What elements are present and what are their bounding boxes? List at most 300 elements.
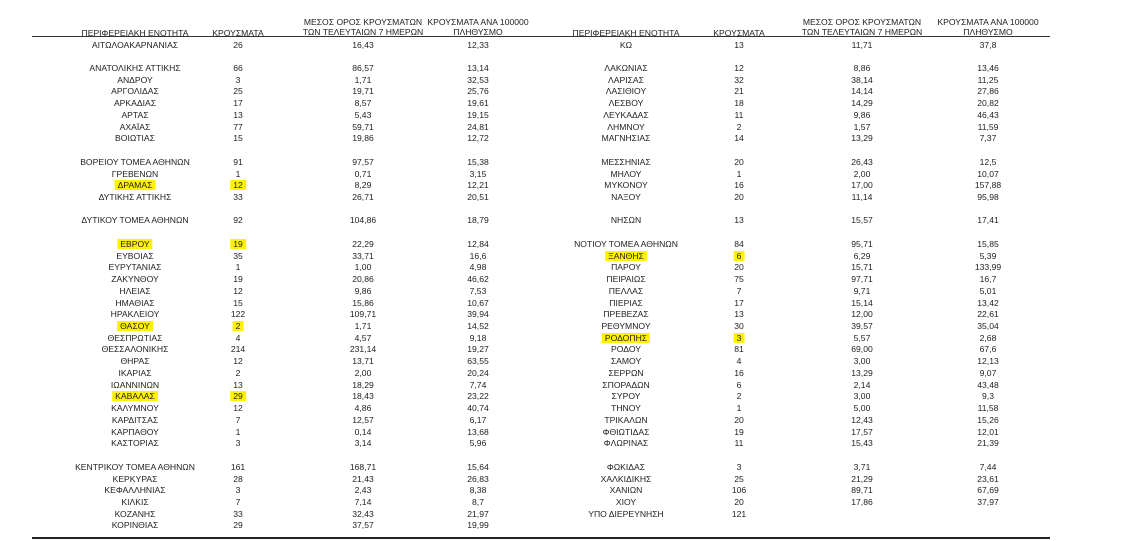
header-per100k-right: [928, 17, 1048, 37]
cell-right-cases: 2: [736, 391, 742, 402]
cell-left-per: 12,21: [467, 180, 489, 191]
cell-left-cases: 3: [235, 74, 241, 85]
header-avg7-right: [797, 17, 927, 37]
cell-left-cases: 19: [233, 274, 243, 285]
cell-right-avg: 14,14: [851, 86, 873, 97]
cell-right-avg: 3,00: [853, 356, 871, 367]
cell-left-cases: 214: [230, 344, 246, 355]
cell-right-per: 43,48: [977, 379, 999, 390]
cell-left-avg: 19,71: [352, 86, 374, 97]
cell-right-cases: 13: [734, 309, 744, 320]
cell-right-name: ΣΠΟΡΑΔΩΝ: [602, 379, 650, 390]
cell-right-per: 12,5: [979, 156, 997, 167]
cell-right-name: ΛΗΜΝΟΥ: [607, 121, 645, 132]
cell-right-cases: 7: [736, 285, 742, 296]
cell-right-avg: 2,14: [853, 379, 871, 390]
cell-left-per: 63,55: [467, 356, 489, 367]
cell-left-cases: 12: [230, 180, 246, 190]
cell-left-name: ΙΚΑΡΙΑΣ: [118, 367, 152, 378]
cell-right-per: 12,01: [977, 426, 999, 437]
cell-right-per: 15,85: [977, 238, 999, 249]
cell-left-name: ΚΑΡΔΙΤΣΑΣ: [111, 414, 159, 425]
cell-right-avg: 17,00: [851, 180, 873, 191]
cell-left-name: ΘΑΣΟΥ: [117, 321, 153, 331]
cell-right-name: ΝΟΤΙΟΥ ΤΟΜΕΑ ΑΘΗΝΩΝ: [574, 238, 678, 249]
cell-right-name: ΚΩ: [619, 39, 633, 50]
cell-left-name: ΕΥΒΟΙΑΣ: [116, 250, 154, 261]
cell-right-per: 21,39: [977, 438, 999, 449]
cell-left-cases: 13: [233, 379, 243, 390]
cell-left-per: 23,22: [467, 391, 489, 402]
cell-left-cases: 15: [233, 133, 243, 144]
header-per100k-line1: ΚΡΟΥΣΜΑΤΑ ΑΝΑ 100000: [937, 17, 1039, 27]
cell-right-cases: 1: [736, 168, 742, 179]
cell-left-avg: 97,57: [352, 156, 374, 167]
cell-right-avg: 13,29: [851, 367, 873, 378]
cell-left-avg: 2,00: [354, 367, 372, 378]
cell-right-per: 7,44: [979, 461, 997, 472]
cell-left-cases: 29: [233, 520, 243, 531]
cell-right-avg: 13,29: [851, 133, 873, 144]
cell-left-avg: 1,71: [354, 321, 372, 332]
cell-right-name: ΥΠΟ ΔΙΕΡΕΥΝΗΣΗ: [588, 508, 664, 519]
header-per100k-line1: ΚΡΟΥΣΜΑΤΑ ΑΝΑ 100000: [427, 17, 529, 27]
header-per100k-left: [418, 17, 538, 37]
cell-right-per: 67,6: [979, 344, 997, 355]
cell-right-cases: 20: [734, 156, 744, 167]
cell-left-per: 7,74: [469, 379, 487, 390]
cell-right-cases: 2: [736, 121, 742, 132]
cell-left-name: ΘΗΡΑΣ: [120, 356, 150, 367]
cell-left-avg: 59,71: [352, 121, 374, 132]
cell-right-per: 46,43: [977, 109, 999, 120]
cell-left-per: 8,7: [472, 496, 484, 507]
cell-right-name: ΡΕΘΥΜΝΟΥ: [601, 321, 651, 332]
header-avg7-line1: ΜΕΣΟΣ ΟΡΟΣ ΚΡΟΥΣΜΑΤΩΝ: [303, 17, 423, 27]
cell-left-name: ΑΡΓΟΛΙΔΑΣ: [111, 86, 159, 97]
cell-left-avg: 1,00: [354, 262, 372, 273]
cell-right-cases: 13: [734, 215, 744, 226]
cell-right-cases: 30: [734, 321, 744, 332]
cell-right-per: 133,99: [974, 262, 1002, 273]
cell-right-cases: 20: [734, 191, 744, 202]
cell-left-cases: 92: [233, 215, 243, 226]
cell-right-avg: 12,43: [851, 414, 873, 425]
cell-left-name: ΕΒΡΟΥ: [117, 239, 152, 249]
cell-left-cases: 66: [233, 62, 243, 73]
cell-right-avg: 15,57: [851, 215, 873, 226]
cell-left-cases: 33: [233, 191, 243, 202]
cell-left-avg: 104,86: [349, 215, 377, 226]
cell-left-avg: 109,71: [349, 309, 377, 320]
cell-right-per: 7,37: [979, 133, 997, 144]
cell-left-avg: 3,14: [354, 438, 372, 449]
bottom-rule: [32, 537, 1050, 539]
cell-right-avg: 15,71: [851, 262, 873, 273]
cell-right-per: 15,26: [977, 414, 999, 425]
cell-right-name: ΛΑΣΙΘΙΟΥ: [605, 86, 647, 97]
cell-left-name: ΑΧΑΪΑΣ: [119, 121, 151, 132]
cell-left-name: ΗΜΑΘΙΑΣ: [115, 297, 155, 308]
cell-left-avg: 5,43: [354, 109, 372, 120]
cell-right-avg: 1,57: [853, 121, 871, 132]
cell-right-name: ΣΑΜΟΥ: [610, 356, 642, 367]
cell-left-per: 40,74: [467, 403, 489, 414]
cell-right-cases: 20: [734, 496, 744, 507]
cell-left-per: 32,53: [467, 74, 489, 85]
cell-right-name: ΤΗΝΟΥ: [611, 403, 641, 414]
cell-right-name: ΣΕΡΡΩΝ: [608, 367, 644, 378]
cell-right-name: ΞΑΝΘΗΣ: [605, 251, 647, 261]
cell-right-per: 11,58: [977, 403, 999, 414]
cell-left-name: ΚΙΛΚΙΣ: [121, 496, 149, 507]
cell-left-name: ΑΡΚΑΔΙΑΣ: [113, 98, 157, 109]
cell-left-per: 6,17: [469, 414, 487, 425]
cell-right-cases: 14: [734, 133, 744, 144]
header-cases-right: ΚΡΟΥΣΜΑΤΑ: [713, 28, 765, 38]
cell-right-cases: 3: [736, 461, 742, 472]
cell-left-avg: 37,57: [352, 520, 374, 531]
cell-right-cases: 17: [734, 297, 744, 308]
cell-left-cases: 7: [235, 414, 241, 425]
cell-right-name: ΛΕΣΒΟΥ: [608, 98, 644, 109]
cell-right-cases: 81: [734, 344, 744, 355]
cell-left-name: ΚΑΒΑΛΑΣ: [112, 391, 158, 401]
cell-left-avg: 12,57: [352, 414, 374, 425]
cell-right-name: ΠΑΡΟΥ: [611, 262, 641, 273]
cell-left-cases: 25: [233, 86, 243, 97]
cell-left-name: ΚΑΣΤΟΡΙΑΣ: [111, 438, 159, 449]
header-avg7-left: [298, 17, 428, 37]
cell-right-name: ΧΑΝΙΩΝ: [609, 485, 643, 496]
cell-right-cases: 84: [734, 238, 744, 249]
cell-right-name: ΜΕΣΣΗΝΙΑΣ: [601, 156, 651, 167]
cell-right-avg: 11,71: [851, 39, 873, 50]
cell-left-avg: 19,86: [352, 133, 374, 144]
cell-left-cases: 12: [233, 403, 243, 414]
cell-right-name: ΜΗΛΟΥ: [610, 168, 642, 179]
cell-right-name: ΠΡΕΒΕΖΑΣ: [603, 309, 649, 320]
cell-left-cases: 19: [230, 239, 246, 249]
cell-right-per: 2,68: [979, 332, 997, 343]
cell-right-per: 27,86: [977, 86, 999, 97]
cell-right-avg: 9,71: [853, 285, 871, 296]
cell-right-per: 11,25: [977, 74, 999, 85]
cell-left-name: ΓΡΕΒΕΝΩΝ: [111, 168, 159, 179]
cell-left-avg: 1,71: [354, 74, 372, 85]
cell-left-avg: 4,57: [354, 332, 372, 343]
cell-left-avg: 2,43: [354, 485, 372, 496]
cell-right-per: 37,97: [977, 496, 999, 507]
cell-left-avg: 26,71: [352, 191, 374, 202]
header-avg7-line2: ΤΩΝ ΤΕΛΕΥΤΑΙΩΝ 7 ΗΜΕΡΩΝ: [801, 27, 923, 37]
cell-left-per: 19,27: [467, 344, 489, 355]
cell-right-cases: 106: [731, 485, 747, 496]
cell-left-name: ΚΕΦΑΛΛΗΝΙΑΣ: [104, 485, 166, 496]
cell-right-per: 9,3: [982, 391, 994, 402]
cell-left-cases: 15: [233, 297, 243, 308]
cell-left-per: 7,53: [469, 285, 487, 296]
cell-right-cases: 12: [734, 62, 744, 73]
cell-left-avg: 8,29: [354, 180, 372, 191]
cell-right-cases: 19: [734, 426, 744, 437]
cell-right-per: 9,07: [979, 367, 997, 378]
cell-right-name: ΣΥΡΟΥ: [611, 391, 641, 402]
cell-right-per: 13,42: [977, 297, 999, 308]
cell-right-avg: 9,86: [853, 109, 871, 120]
cell-left-avg: 21,43: [352, 473, 374, 484]
cell-right-cases: 121: [731, 508, 747, 519]
cell-left-avg: 231,14: [349, 344, 377, 355]
cell-left-avg: 7,14: [354, 496, 372, 507]
cell-left-per: 3,15: [469, 168, 487, 179]
cell-left-name: ΘΕΣΠΡΩΤΙΑΣ: [107, 332, 163, 343]
header-avg7-line2: ΤΩΝ ΤΕΛΕΥΤΑΙΩΝ 7 ΗΜΕΡΩΝ: [302, 27, 424, 37]
cell-left-cases: 12: [233, 356, 243, 367]
cell-right-per: 16,7: [979, 274, 997, 285]
cell-right-per: 5,01: [979, 285, 997, 296]
cell-right-avg: 5,57: [853, 332, 871, 343]
header-region-right: ΠΕΡΙΦΕΡΕΙΑΚΗ ΕΝΟΤΗΤΑ: [572, 28, 680, 38]
cell-right-per: 20,82: [977, 98, 999, 109]
cell-left-cases: 3: [235, 485, 241, 496]
cell-right-cases: 16: [734, 180, 744, 191]
cell-left-cases: 2: [233, 321, 244, 331]
cell-right-cases: 16: [734, 367, 744, 378]
cell-left-per: 14,52: [467, 321, 489, 332]
cell-right-avg: 17,86: [851, 496, 873, 507]
cell-right-name: ΜΑΓΝΗΣΙΑΣ: [601, 133, 651, 144]
cell-right-avg: 5,00: [853, 403, 871, 414]
cell-left-cases: 17: [233, 98, 243, 109]
cell-left-name: ΚΟΖΑΝΗΣ: [114, 508, 156, 519]
cell-right-per: 35,04: [977, 321, 999, 332]
cell-left-per: 16,6: [469, 250, 487, 261]
cell-left-avg: 18,43: [352, 391, 374, 402]
cell-left-per: 39,94: [467, 309, 489, 320]
cell-left-avg: 18,29: [352, 379, 374, 390]
cell-left-cases: 26: [233, 39, 243, 50]
cell-left-cases: 4: [235, 332, 241, 343]
cell-right-name: ΛΕΥΚΑΔΑΣ: [603, 109, 649, 120]
cell-left-cases: 2: [235, 367, 241, 378]
cell-right-name: ΝΗΣΩΝ: [610, 215, 642, 226]
cell-left-per: 24,81: [467, 121, 489, 132]
cell-right-avg: 17,57: [851, 426, 873, 437]
cell-left-cases: 1: [235, 262, 241, 273]
cell-left-per: 13,68: [467, 426, 489, 437]
cell-left-name: ΕΥΡΥΤΑΝΙΑΣ: [108, 262, 162, 273]
cell-right-cases: 25: [734, 473, 744, 484]
cell-left-per: 25,76: [467, 86, 489, 97]
cell-right-cases: 4: [736, 356, 742, 367]
cell-left-per: 18,79: [467, 215, 489, 226]
cell-left-per: 4,98: [469, 262, 487, 273]
cell-left-avg: 33,71: [352, 250, 374, 261]
cell-right-cases: 18: [734, 98, 744, 109]
cell-right-cases: 20: [734, 414, 744, 425]
cell-left-per: 10,67: [467, 297, 489, 308]
cell-right-per: 11,59: [977, 121, 999, 132]
cell-left-cases: 1: [235, 168, 241, 179]
cell-left-avg: 86,57: [352, 62, 374, 73]
cell-left-cases: 77: [233, 121, 243, 132]
cell-left-per: 19,99: [467, 520, 489, 531]
cell-left-per: 8,38: [469, 485, 487, 496]
cell-right-per: 23,61: [977, 473, 999, 484]
header-cases-left: ΚΡΟΥΣΜΑΤΑ: [212, 28, 264, 38]
cell-left-avg: 32,43: [352, 508, 374, 519]
header-avg7-line1: ΜΕΣΟΣ ΟΡΟΣ ΚΡΟΥΣΜΑΤΩΝ: [802, 17, 922, 27]
cell-left-name: ΗΛΕΙΑΣ: [119, 285, 151, 296]
cell-left-per: 26,83: [467, 473, 489, 484]
cell-left-per: 19,61: [467, 98, 489, 109]
cell-left-name: ΖΑΚΥΝΘΟΥ: [111, 274, 159, 285]
cell-right-name: ΛΑΡΙΣΑΣ: [608, 74, 644, 85]
cell-right-name: ΜΥΚΟΝΟΥ: [604, 180, 648, 191]
cell-left-cases: 3: [235, 438, 241, 449]
cell-left-avg: 13,71: [352, 356, 374, 367]
cell-right-avg: 69,00: [851, 344, 873, 355]
cell-left-avg: 22,29: [352, 238, 374, 249]
header-per100k-line2: ΠΛΗΘΥΣΜΟ: [453, 27, 503, 37]
cell-left-name: ΒΟΙΩΤΙΑΣ: [115, 133, 155, 144]
cell-right-cases: 3: [734, 333, 745, 343]
cell-left-name: ΑΝΑΤΟΛΙΚΗΣ ΑΤΤΙΚΗΣ: [89, 62, 181, 73]
cell-left-per: 19,15: [467, 109, 489, 120]
cell-left-cases: 33: [233, 508, 243, 519]
cell-left-cases: 28: [233, 473, 243, 484]
cell-right-avg: 21,29: [851, 473, 873, 484]
cell-left-avg: 0,71: [354, 168, 372, 179]
cell-right-avg: 3,00: [853, 391, 871, 402]
cell-right-name: ΠΕΛΛΑΣ: [608, 285, 644, 296]
cell-left-per: 12,84: [467, 238, 489, 249]
cell-right-avg: 15,43: [851, 438, 873, 449]
cell-left-cases: 91: [233, 156, 243, 167]
cell-right-cases: 13: [734, 39, 744, 50]
cell-right-per: 13,46: [977, 62, 999, 73]
cell-right-avg: 38,14: [851, 74, 873, 85]
header-rule: [32, 36, 1050, 37]
cell-left-name: ΒΟΡΕΙΟΥ ΤΟΜΕΑ ΑΘΗΝΩΝ: [80, 156, 190, 167]
cell-left-name: ΚΑΛΥΜΝΟΥ: [111, 403, 159, 414]
cell-right-avg: 14,29: [851, 98, 873, 109]
cell-left-name: ΗΡΑΚΛΕΙΟΥ: [110, 309, 160, 320]
cell-right-cases: 6: [736, 379, 742, 390]
cell-left-per: 9,18: [469, 332, 487, 343]
cell-right-avg: 97,71: [851, 274, 873, 285]
cell-left-cases: 161: [230, 461, 246, 472]
cell-right-per: 12,13: [977, 356, 999, 367]
cell-right-per: 5,39: [979, 250, 997, 261]
cell-left-name: ΚΟΡΙΝΘΙΑΣ: [111, 520, 159, 531]
cell-right-name: ΧΑΛΚΙΔΙΚΗΣ: [600, 473, 652, 484]
cell-right-cases: 20: [734, 262, 744, 273]
cell-left-per: 13,14: [467, 62, 489, 73]
cell-right-per: 17,41: [977, 215, 999, 226]
cell-left-cases: 12: [233, 285, 243, 296]
cell-right-per: 95,98: [977, 191, 999, 202]
cell-left-name: ΚΕΝΤΡΙΚΟΥ ΤΟΜΕΑ ΑΘΗΝΩΝ: [75, 461, 195, 472]
cell-right-name: ΠΕΙΡΑΙΩΣ: [606, 274, 646, 285]
cell-left-name: ΘΕΣΣΑΛΟΝΙΚΗΣ: [101, 344, 169, 355]
cell-left-cases: 1: [235, 426, 241, 437]
cell-right-cases: 6: [734, 251, 745, 261]
cell-left-per: 46,62: [467, 274, 489, 285]
cell-right-avg: 3,71: [853, 461, 871, 472]
cell-right-avg: 6,29: [853, 250, 871, 261]
cell-right-avg: 39,57: [851, 321, 873, 332]
cell-right-cases: 32: [734, 74, 744, 85]
cell-right-name: ΦΛΩΡΙΝΑΣ: [603, 438, 649, 449]
header-region-left: ΠΕΡΙΦΕΡΕΙΑΚΗ ΕΝΟΤΗΤΑ: [81, 28, 189, 38]
header-per100k-line2: ΠΛΗΘΥΣΜΟ: [963, 27, 1013, 37]
cell-left-avg: 168,71: [349, 461, 377, 472]
cell-left-per: 12,72: [467, 133, 489, 144]
cell-right-per: 37,8: [979, 39, 997, 50]
cell-left-per: 21,97: [467, 508, 489, 519]
cell-left-per: 12,33: [467, 39, 489, 50]
cell-right-name: ΠΙΕΡΙΑΣ: [609, 297, 643, 308]
cell-left-cases: 35: [233, 250, 243, 261]
cell-left-cases: 7: [235, 496, 241, 507]
cell-left-avg: 0,14: [354, 426, 372, 437]
cell-right-name: ΡΟΔΟΠΗΣ: [602, 333, 650, 343]
cell-right-cases: 11: [734, 109, 744, 120]
cell-left-avg: 20,86: [352, 274, 374, 285]
cell-left-cases: 13: [233, 109, 243, 120]
cell-right-avg: 11,14: [851, 191, 873, 202]
cell-left-name: ΙΩΑΝΝΙΝΩΝ: [110, 379, 160, 390]
cell-left-name: ΚΑΡΠΑΘΟΥ: [111, 426, 159, 437]
cell-left-cases: 29: [230, 391, 246, 401]
cell-right-name: ΧΙΟΥ: [615, 496, 637, 507]
cell-right-cases: 75: [734, 274, 744, 285]
cell-right-per: 67,69: [977, 485, 999, 496]
cell-left-avg: 4,86: [354, 403, 372, 414]
cell-left-avg: 16,43: [352, 39, 374, 50]
cell-right-avg: 89,71: [851, 485, 873, 496]
cell-right-name: ΝΑΞΟΥ: [611, 191, 641, 202]
cell-right-name: ΡΟΔΟΥ: [611, 344, 641, 355]
cell-left-per: 15,64: [467, 461, 489, 472]
cell-right-name: ΦΘΙΩΤΙΔΑΣ: [602, 426, 650, 437]
cell-left-name: ΔΥΤΙΚΟΥ ΤΟΜΕΑ ΑΘΗΝΩΝ: [81, 215, 189, 226]
cell-right-avg: 15,14: [851, 297, 873, 308]
cell-left-per: 20,51: [467, 191, 489, 202]
cell-left-avg: 9,86: [354, 285, 372, 296]
cell-right-cases: 1: [736, 403, 742, 414]
cell-left-per: 5,96: [469, 438, 487, 449]
cell-left-name: ΑΡΤΑΣ: [121, 109, 149, 120]
cell-left-name: ΚΕΡΚΥΡΑΣ: [112, 473, 158, 484]
cell-right-cases: 11: [734, 438, 744, 449]
cell-right-avg: 8,86: [853, 62, 871, 73]
cell-right-avg: 26,43: [851, 156, 873, 167]
cell-left-name: ΔΡΑΜΑΣ: [115, 180, 156, 190]
cell-left-name: ΑΝΔΡΟΥ: [117, 74, 153, 85]
cell-right-name: ΤΡΙΚΑΛΩΝ: [604, 414, 648, 425]
cell-left-per: 15,38: [467, 156, 489, 167]
cell-left-cases: 122: [230, 309, 246, 320]
cell-right-avg: 2,00: [853, 168, 871, 179]
cell-left-name: ΑΙΤΩΛΟΑΚΑΡΝΑΝΙΑΣ: [91, 39, 179, 50]
cell-right-avg: 12,00: [851, 309, 873, 320]
cell-left-name: ΔΥΤΙΚΗΣ ΑΤΤΙΚΗΣ: [98, 191, 172, 202]
cell-left-avg: 15,86: [352, 297, 374, 308]
cell-left-avg: 8,57: [354, 98, 372, 109]
